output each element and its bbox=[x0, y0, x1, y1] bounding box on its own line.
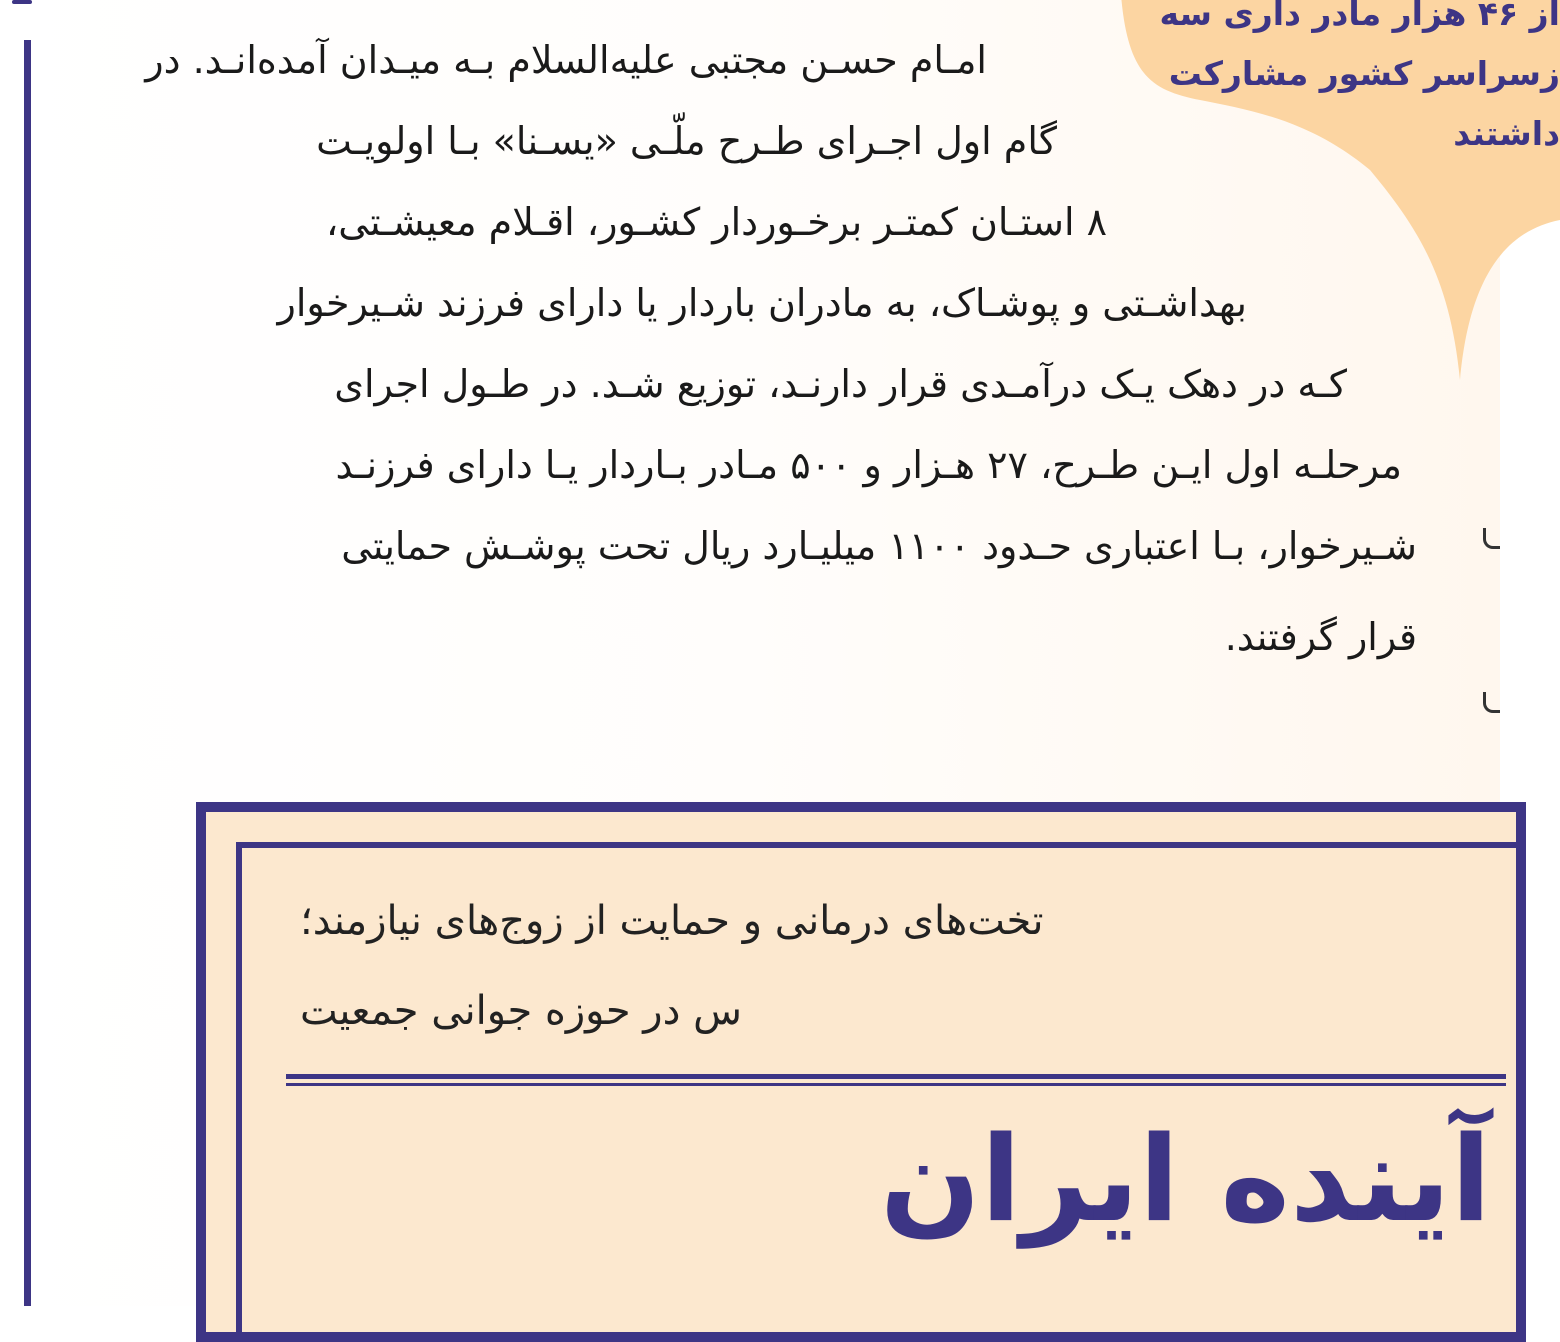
article-line: مرحلـه اول ایـن طـرح، ۲۷ هـزار و ۵۰۰ مـادر بـاردار یـا دارای فرزنـد bbox=[335, 443, 1402, 487]
article-line: امـام حسـن مجتبی علیه‌السلام بـه میـدان آمده‌انـد. در bbox=[145, 38, 987, 82]
adjacent-column-glyph bbox=[1483, 528, 1500, 549]
headline-title: آینده ایران bbox=[880, 1110, 1492, 1248]
headline-rule-thin bbox=[286, 1083, 1506, 1086]
left-corner-mark bbox=[12, 0, 32, 4]
headline-rule-thick bbox=[286, 1074, 1506, 1079]
headline-subtitle-line-1: تخت‌های درمانی و حمایت از زوج‌های نیازمند؛ bbox=[300, 898, 1044, 944]
callout-text bbox=[1159, 0, 1560, 164]
article-line: بهداشـتی و پوشـاک، به مادران باردار یا دارای فرزند شـیرخوار bbox=[277, 281, 1247, 325]
callout-line: زسراسر کشور مشارکت bbox=[1168, 54, 1560, 93]
callout-line: از ۴۶ هزار مادر داری سه bbox=[1159, 0, 1560, 33]
article-line: ۸ استـان کمتـر برخـوردار کشـور، اقـلام معیشـتی، bbox=[326, 200, 1107, 244]
callout-line: داشتند bbox=[1453, 114, 1560, 153]
article-line: شـیرخوار، بـا اعتباری حـدود ۱۱۰۰ میلیـارد ریال تحت پوشـش حمایتی bbox=[341, 524, 1417, 568]
left-margin-rule bbox=[24, 40, 31, 1306]
article-line: قرار گرفتند. bbox=[1224, 615, 1417, 659]
article-line: کـه در دهک یـک درآمـدی قرار دارنـد، توزیع شـد. در طـول اجرای bbox=[334, 362, 1347, 406]
headline-subtitle-line-2: س در حوزه جوانی جمعیت bbox=[300, 988, 742, 1034]
article-line: گام اول اجـرای طـرح ملّـی «یسـنا» بـا اولویـت bbox=[316, 119, 1057, 163]
adjacent-column-glyph bbox=[1483, 692, 1500, 713]
